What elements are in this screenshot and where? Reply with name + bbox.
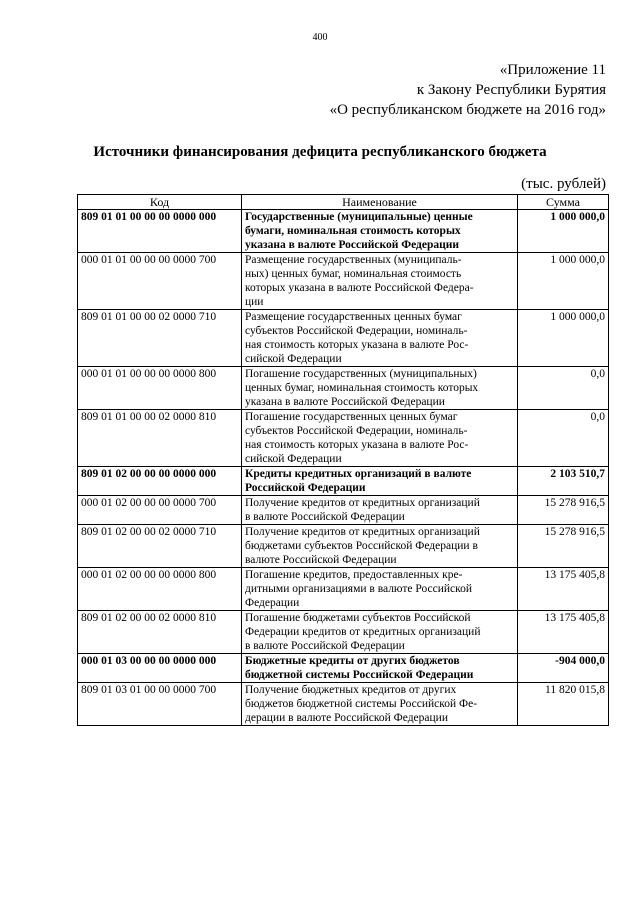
- table-row: [78, 367, 609, 410]
- table-row: [78, 410, 609, 467]
- row-name-line: Государственные (муниципальные) ценные: [245, 211, 473, 223]
- row-name-line: Погашение государственных ценных бумаг: [245, 411, 458, 423]
- row-name-line: бумаги, номинальная стоимость которых: [245, 225, 461, 237]
- row-name-line: Федерации: [245, 597, 300, 609]
- row-amount: 2 103 510,7: [518, 467, 609, 496]
- row-amount: 13 175 405,8: [518, 611, 609, 654]
- row-name: [242, 367, 518, 410]
- row-name-line: валюте Российской Федерации: [245, 554, 397, 566]
- row-amount: 15 278 916,5: [518, 525, 609, 568]
- row-amount: 0,0: [518, 367, 609, 410]
- row-code: 809 01 01 00 00 02 0000 710: [78, 310, 242, 367]
- row-code: 809 01 03 01 00 00 0000 700: [78, 683, 242, 726]
- row-name-line: Погашение бюджетами субъектов Российской: [245, 612, 471, 624]
- row-name-line: сийской Федерации: [245, 453, 342, 465]
- appendix-line-2: к Закону Республики Бурятия: [416, 82, 606, 98]
- row-name-line: которых указана в валюте Российской Федера-: [245, 282, 474, 294]
- row-amount: -904 000,0: [518, 654, 609, 683]
- row-name: [242, 568, 518, 611]
- table-row: [78, 310, 609, 367]
- table-header-row: [78, 195, 609, 210]
- row-name-line: ценных бумаг, номинальная стоимость которых: [245, 382, 479, 394]
- row-name-line: указана в валюте Российской Федерации: [245, 396, 445, 408]
- row-amount: 1 000 000,0: [518, 310, 609, 367]
- units-label: (тыс. рублей): [521, 176, 606, 192]
- row-name-line: в валюте Российской Федерации: [245, 511, 405, 523]
- row-name: [242, 611, 518, 654]
- row-name-line: Федерации кредитов от кредитных организаций: [245, 626, 481, 638]
- row-name-line: дерации в валюте Российской Федерации: [245, 712, 448, 724]
- table-row: [78, 525, 609, 568]
- row-name-line: Погашение кредитов, предоставленных кре-: [245, 569, 463, 581]
- row-code: 809 01 01 00 00 00 0000 000: [78, 210, 242, 253]
- row-amount: 13 175 405,8: [518, 568, 609, 611]
- row-name-line: бюджетов бюджетной системы Российской Фе-: [245, 698, 478, 710]
- row-name-line: Получение бюджетных кредитов от других: [245, 684, 457, 696]
- row-name-line: Размещение государственных (муниципаль-: [245, 254, 462, 266]
- row-name-line: Получение кредитов от кредитных организаций: [245, 497, 480, 509]
- row-name-line: дитными организациями в валюте Российской: [245, 583, 473, 595]
- row-name-line: Российской Федерации: [245, 482, 366, 494]
- row-code: 809 01 01 00 00 02 0000 810: [78, 410, 242, 467]
- row-name-line: Размещение государственных ценных бумаг: [245, 311, 462, 323]
- row-name: [242, 496, 518, 525]
- header-code: Код: [78, 195, 242, 210]
- appendix-line-1: «Приложение 11: [499, 62, 606, 78]
- row-name-line: в валюте Российской Федерации: [245, 640, 405, 652]
- appendix-line-3: «О республиканском бюджете на 2016 год»: [329, 102, 606, 118]
- table-row: [78, 496, 609, 525]
- row-code: 809 01 02 00 00 02 0000 710: [78, 525, 242, 568]
- row-name-line: Получение кредитов от кредитных организаций: [245, 526, 480, 538]
- row-name-line: субъектов Российской Федерации, номиналь-: [245, 325, 468, 337]
- row-name: [242, 210, 518, 253]
- row-name-line: Кредиты кредитных организаций в валюте: [245, 468, 472, 480]
- row-name: [242, 654, 518, 683]
- row-name-line: субъектов Российской Федерации, номиналь-: [245, 425, 468, 437]
- row-name: [242, 253, 518, 310]
- document-title: Источники финансирования дефицита республиканского бюджета: [93, 144, 547, 160]
- row-amount: 1 000 000,0: [518, 210, 609, 253]
- row-name: [242, 310, 518, 367]
- row-name-line: Бюджетные кредиты от других бюджетов: [245, 655, 460, 667]
- row-name-line: ная стоимость которых указана в валюте Рос-: [245, 339, 469, 351]
- row-name: [242, 410, 518, 467]
- header-name: Наименование: [242, 195, 518, 210]
- row-code: 000 01 02 00 00 00 0000 700: [78, 496, 242, 525]
- row-name-line: Погашение государственных (муниципальных): [245, 368, 477, 380]
- table-row: [78, 253, 609, 310]
- table-row: [78, 568, 609, 611]
- row-name-line: бюджетами субъектов Российской Федерации в: [245, 540, 478, 552]
- row-name-line: бюджетной системы Российской Федерации: [245, 669, 474, 681]
- row-name: [242, 467, 518, 496]
- row-code: 000 01 01 00 00 00 0000 700: [78, 253, 242, 310]
- row-code: 000 01 03 00 00 00 0000 000: [78, 654, 242, 683]
- row-name-line: ная стоимость которых указана в валюте Рос-: [245, 439, 469, 451]
- header-amount: Сумма: [518, 195, 609, 210]
- row-amount: 11 820 015,8: [518, 683, 609, 726]
- row-code: 809 01 02 00 00 02 0000 810: [78, 611, 242, 654]
- row-name-line: сийской Федерации: [245, 353, 342, 365]
- row-name: [242, 525, 518, 568]
- financing-sources-table: [77, 194, 609, 726]
- row-name-line: ных) ценных бумаг, номинальная стоимость: [245, 268, 462, 280]
- table-row: [78, 654, 609, 683]
- row-code: 000 01 02 00 00 00 0000 800: [78, 568, 242, 611]
- table-row: [78, 467, 609, 496]
- appendix-header: [246, 60, 606, 120]
- row-name: [242, 683, 518, 726]
- table-body: [78, 210, 609, 726]
- table-row: [78, 683, 609, 726]
- table-row: [78, 210, 609, 253]
- row-name-line: указана в валюте Российской Федерации: [245, 239, 459, 251]
- row-amount: 15 278 916,5: [518, 496, 609, 525]
- row-amount: 1 000 000,0: [518, 253, 609, 310]
- row-amount: 0,0: [518, 410, 609, 467]
- row-code: 809 01 02 00 00 00 0000 000: [78, 467, 242, 496]
- row-name-line: ции: [245, 296, 264, 308]
- table-row: [78, 611, 609, 654]
- row-code: 000 01 01 00 00 00 0000 800: [78, 367, 242, 410]
- page-number: 400: [312, 32, 328, 43]
